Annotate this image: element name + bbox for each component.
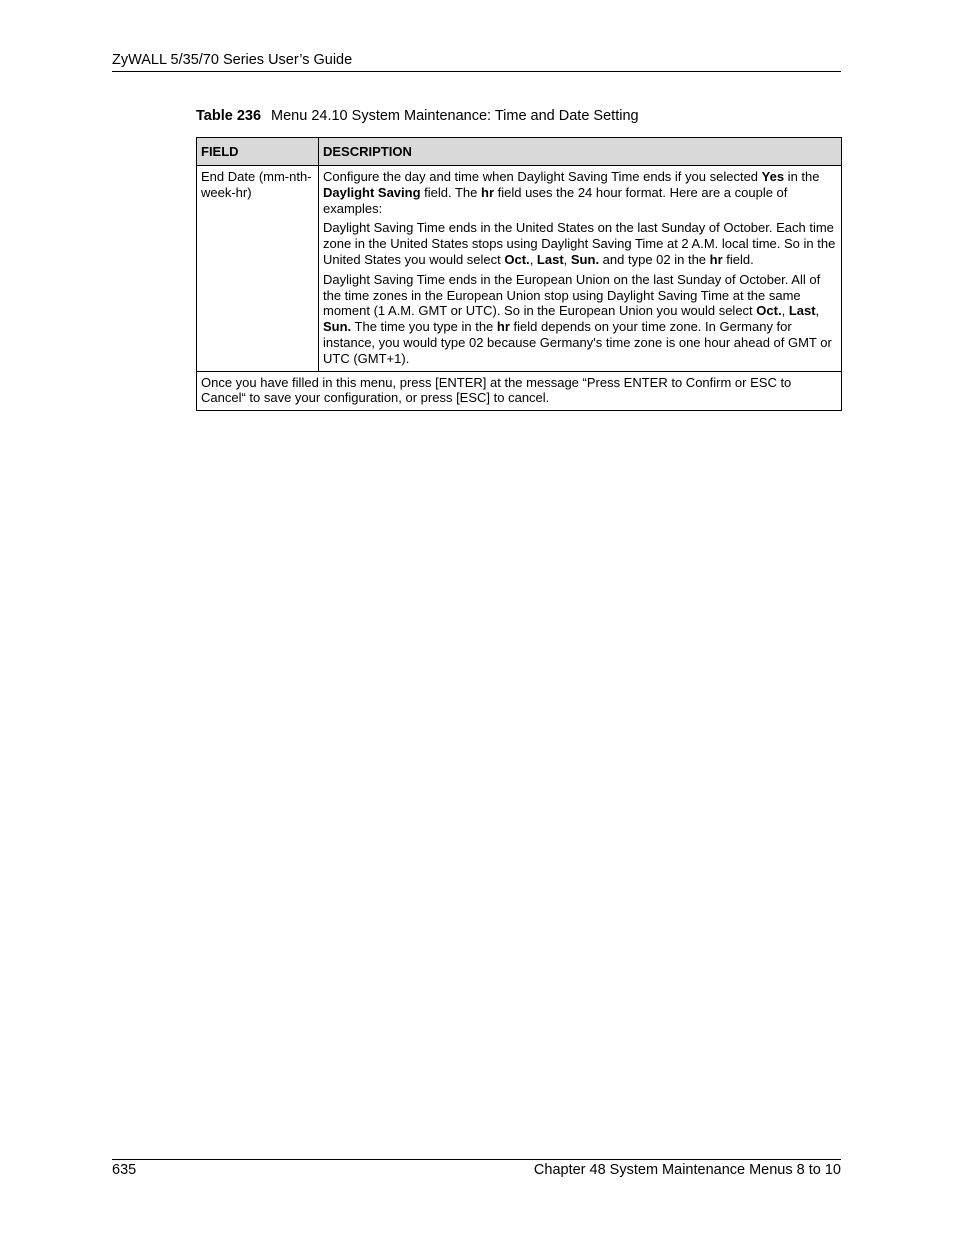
- table-row: [197, 166, 842, 372]
- bold-run: Sun.: [570, 251, 600, 267]
- text-run: Daylight Saving Time ends in the United States on the last Sunday of October. Each time zone in the United States stops using Daylight Saving Time at 2 A.M. local time. So in the United States you would select: [323, 220, 836, 267]
- description-cell: [319, 166, 842, 372]
- text-run: Daylight Saving Time ends in the European Union on the last Sunday of October. All of the time zones in the European Union stop using Daylight Saving Time at the same moment (1 A.M. GMT or UTC). So in the European Union you would select: [323, 271, 821, 319]
- text-run: The time you type in the: [351, 319, 497, 335]
- table-number: Table 236: [196, 108, 262, 124]
- text-run: Configure the day and time when Daylight Saving Time ends if you selected: [323, 169, 762, 184]
- settings-table: [196, 137, 842, 411]
- text-run: field. The: [420, 184, 481, 200]
- bold-run: hr: [481, 184, 494, 200]
- bold-run: Yes: [761, 169, 785, 184]
- bold-run: Oct.: [756, 303, 782, 319]
- bold-run: Last: [536, 251, 564, 267]
- description-paragraph-3: [323, 272, 837, 367]
- bold-run: hr: [496, 319, 510, 335]
- table-title: Menu 24.10 System Maintenance: Time and Date Setting: [271, 108, 639, 124]
- note-cell: Once you have filled in this menu, press [ENTER] at the message “Press ENTER to Confirm or ESC to Cancel“ to save your configuration, or press [ESC] to cancel.: [197, 371, 842, 411]
- field-cell: End Date (mm-nth-week-hr): [197, 166, 319, 372]
- running-header: ZyWALL 5/35/70 Series User’s Guide: [112, 52, 353, 68]
- text-run: in the: [784, 169, 820, 184]
- bold-run: Daylight Saving: [323, 184, 421, 200]
- header-field: FIELD: [197, 138, 319, 166]
- text-run: ,: [781, 303, 789, 319]
- text-run: ,: [563, 251, 571, 267]
- header-description: DESCRIPTION: [319, 138, 842, 166]
- text-run: ,: [815, 303, 820, 319]
- text-run: field depends on your time zone. In Germany for instance, you would type 02 because Germany's time zone is one hour ahead of GMT or UTC (GMT+1).: [323, 319, 832, 366]
- bold-run: Last: [788, 303, 816, 319]
- table-header-row: [197, 138, 842, 166]
- description-paragraph-2: [323, 220, 837, 267]
- text-run: and type 02 in the: [599, 251, 710, 267]
- page-number: 635: [112, 1162, 137, 1178]
- table-caption: [196, 108, 639, 124]
- footer-rule: [112, 1159, 841, 1160]
- bold-run: Sun.: [323, 319, 352, 335]
- table-note-row: [197, 371, 842, 411]
- bold-run: hr: [709, 251, 723, 267]
- header-rule: [112, 71, 841, 72]
- text-run: field.: [722, 251, 754, 267]
- text-run: ,: [529, 251, 537, 267]
- description-paragraph-1: [323, 169, 837, 216]
- chapter-title: Chapter 48 System Maintenance Menus 8 to 10: [533, 1162, 841, 1178]
- bold-run: Oct.: [504, 251, 530, 267]
- text-run: field uses the 24 hour format. Here are a couple of examples:: [323, 184, 788, 216]
